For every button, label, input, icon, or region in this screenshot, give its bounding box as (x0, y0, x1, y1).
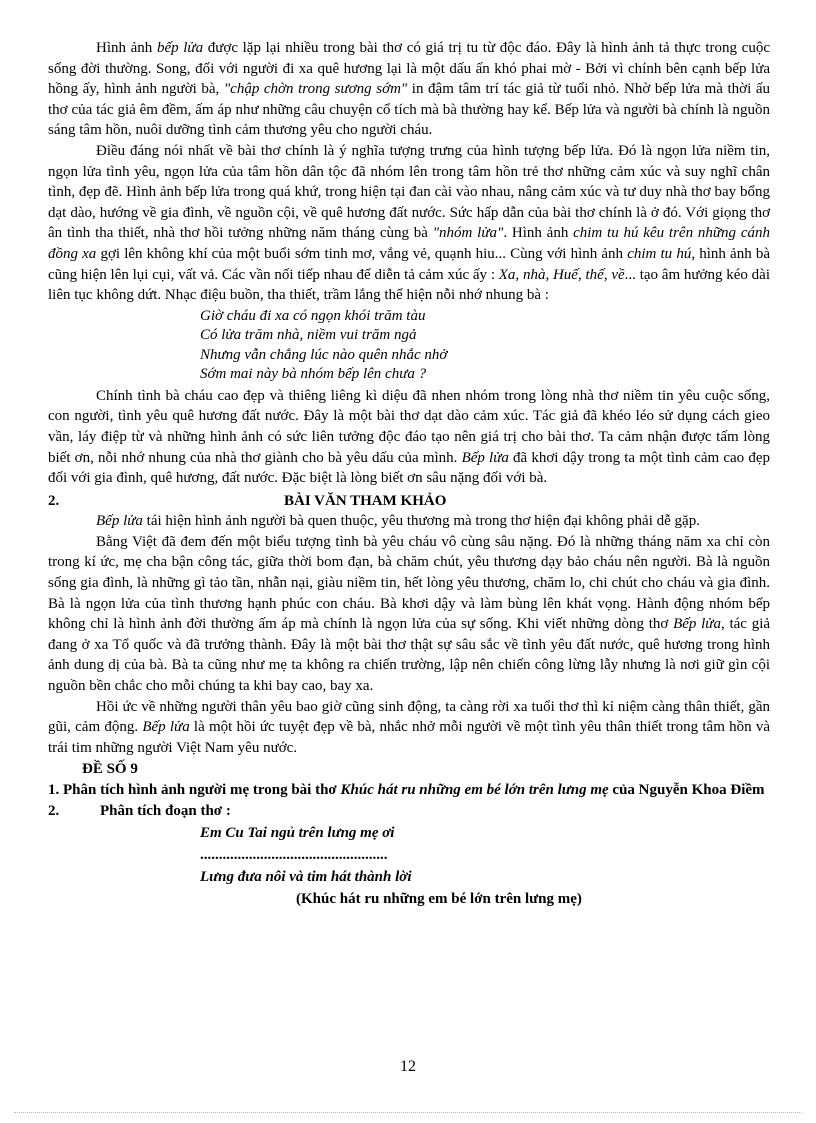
paragraph (48, 697, 770, 759)
poem-line: Nhưng vẫn chẳng lúc nào quên nhắc nhở (200, 346, 448, 363)
italic-text: Bếp lửa (461, 449, 509, 466)
conclusion-paragraph (48, 386, 770, 489)
question-2-number: 2. (48, 803, 60, 820)
text-run: ... tạo âm hưởng kéo dài liên tục không dứt. Nhạc điệu buồn, tha thiết, trầm lắng thể hiện nỗi nhớ nhung bà : (48, 266, 770, 304)
poem2-caption: (Khúc hát ru những em bé lớn trên lưng mẹ) (296, 891, 582, 907)
text-run: Chính tình bà cháu cao đẹp và thiêng liêng kì diệu đã nhen nhóm trong lòng nhà thơ niềm tin yêu cuộc sống, con người, tình yêu quê hương đất nước. Đây là một bài thơ dạt dào cảm xúc. Tác giả đã khéo léo sử dụng cách gieo vần, láy điệp từ và những hình ảnh có sức liên tưởng độc đáo tạo nên giá trị cho bài thơ. Ta cảm nhận được tấm lòng biết ơn, nỗi nhớ nhung của nhà thơ giành cho bà yêu dấu của mình. (48, 387, 770, 466)
text-run: Hình ảnh (96, 40, 157, 56)
italic-text: Bếp lửa (673, 616, 721, 633)
italic-text: chim tu hú kêu trên những cánh đồng xa (48, 225, 770, 262)
exam-set-title: ĐỀ SỐ 9 (82, 761, 138, 778)
text-run: 1. Phân tích hình ảnh người mẹ trong bài thơ (48, 782, 341, 799)
essay-paragraphs (48, 38, 770, 306)
poem2-line: Lưng đưa nôi và tim hát thành lời (200, 869, 412, 885)
poem2-ellipsis: .................................................. (200, 847, 388, 863)
italic-text: "chập chờn trong sương sớm" (223, 81, 408, 98)
question-1 (48, 780, 770, 801)
poem-excerpt-2 (200, 822, 770, 888)
paragraph (48, 38, 770, 141)
text-run: Hồi ức về những người thân yêu bao giờ cũng sinh động, ta càng rời xa tuổi thơ thì kỉ niệm càng thân thiết, gần gũi, cảm động. (48, 698, 770, 736)
text-run: Bằng Việt đã đem đến một biểu tượng tình bà yêu cháu vô cùng sâu nặng. Đó là những tháng năm xa chỉ còn trong kí ức, mẹ cha bận công tác, giữa thời bom đạn, bà chăm chút, yêu thương dạy bảo cháu nên người. Bà là nguồn sống gia đình, là những gì tảo tần, nhẫn nại, giàu niềm tin, hết lòng yêu thương, chăm lo, chi chút cho cháu và gia đình. Bà là ngọn lửa của tình thương hạnh phúc con cháu. Bà khơi dậy và làm bùng lên khát vọng. Hành động nhóm bếp không chỉ là hình ảnh đời thường ấm áp mà chính là ngọn lửa của sự sống. Khi viết những dòng thơ (48, 533, 770, 633)
text-run: , tác giả đang ở xa Tổ quốc và đã trưởng thành. Đây là một bài thơ thật sự sâu sắc về tình yêu đất nước, quê hương trong hình ảnh dung dị của bà. Bà ta cũng như mẹ ta không ra chiến trường, lập nên chiến công lừng lẫy nhưng là nơi giữ gìn cội nguồn bền chắc cho mỗi chúng ta khi bay cao, bay xa. (48, 616, 771, 695)
section-title: BÀI VĂN THAM KHẢO (284, 492, 447, 509)
text-run: in đậm tâm trí tác giả từ tuổi nhỏ. Nhờ bếp lửa mà thời ấu thơ của tác giả êm đềm, ấm áp như những câu chuyện cổ tích mà bà thường hay kể. Bếp lửa và người bà chính là nguồn sáng tâm hồn, nuôi dưỡng tình cảm thương yêu cho người cháu. (48, 81, 770, 139)
question-2-label: Phân tích đoạn thơ : (100, 803, 231, 820)
paragraph (48, 511, 770, 532)
footer-rule (14, 1112, 802, 1113)
italic-text: "nhóm lửa" (432, 225, 504, 242)
poem-line: Giờ cháu đi xa có ngọn khói trăm tàu (200, 307, 426, 324)
text-run: được lặp lại nhiều trong bài thơ có giá trị tu từ độc đáo. Đây là hình ảnh tả thực trong cuộc sống đời thường. Song, đối với người đi xa quê hương lại là một dấu ấn khó phai mờ - Bởi vì chính bên cạnh bếp lửa hồng ấy, hình ảnh người bà, (48, 40, 770, 98)
text-run: gợi lên không khí của một buổi sớm tinh mơ, vắng vẻ, quạnh hiu... Cùng với hình ảnh (96, 245, 628, 262)
italic-text: bếp lửa (156, 40, 204, 56)
text-run: của Nguyễn Khoa Điềm (608, 782, 765, 799)
italic-text: Bếp lửa (142, 719, 190, 736)
text-run: đã khơi dậy trong ta một tình cảm cao đẹp đối với gia đình, quê hương, đất nước. Đặc biệt là lòng biết ơn sâu nặng đối với bà. (48, 449, 770, 487)
italic-text: chim tu hú (627, 245, 692, 262)
text-run: , hình ảnh bà cũng hiện lên lụi cụi, vất vả. Các vần nối tiếp nhau để diễn tả cảm xúc ấy : (48, 245, 770, 283)
section-heading (48, 491, 770, 512)
text-run: tái hiện hình ảnh người bà quen thuộc, yêu thương mà trong thơ hiện đại không phải dễ gặp. (142, 513, 700, 530)
italic-text: Xa, nhà, Huế, thế, về (498, 266, 625, 283)
text-run: là một hồi ức tuyệt đẹp về bà, nhắc nhở mỗi người về một tình yêu thân thiết trong tâm hồn và trái tim những người Việt Nam yêu nước. (48, 719, 770, 756)
poem-line: Có lửa trăm nhà, niềm vui trăm ngả (200, 327, 417, 344)
italic-text: Bếp lửa (96, 513, 143, 530)
poem-excerpt (200, 307, 770, 385)
poem-line: Sớm mai này bà nhóm bếp lên chưa ? (200, 366, 427, 383)
page-number: 12 (400, 1058, 416, 1075)
section-number: 2. (48, 492, 60, 509)
text-run: Điều đáng nói nhất về bài thơ chính là ý nghĩa tượng trưng của hình tượng bếp lửa. Đó là ngọn lửa niềm tin, ngọn lửa tình yêu, ngọn lửa của tâm hồn dân tộc đã nhóm lên trong tâm hồn trẻ thơ những cảm xúc và suy nghĩ chân tình, đẹp đẽ. Hình ảnh bếp lửa trong quá khứ, trong hiện tại đan cài vào nhau, nâng cảm xúc và tư duy nhà thơ bay bổng dạt dào, hướng về gia đình, về nguồn cội, về quê hương đất nước. Sức hấp dẫn của bài thơ chính là ở đó. Với giọng thơ ân tình tha thiết, nhà thơ hồi tưởng những năm tháng cùng bà (48, 142, 770, 242)
paragraph (48, 141, 770, 306)
paragraph (48, 532, 770, 697)
poem2-line: Em Cu Tai ngủ trên lưng mẹ ơi (200, 825, 395, 841)
reference-essay (48, 511, 770, 758)
text-run: . Hình ảnh (503, 225, 574, 242)
italic-text: Khúc hát ru những em bé lớn trên lưng mẹ (340, 782, 609, 799)
question-2 (48, 801, 770, 822)
document-page (48, 38, 770, 910)
